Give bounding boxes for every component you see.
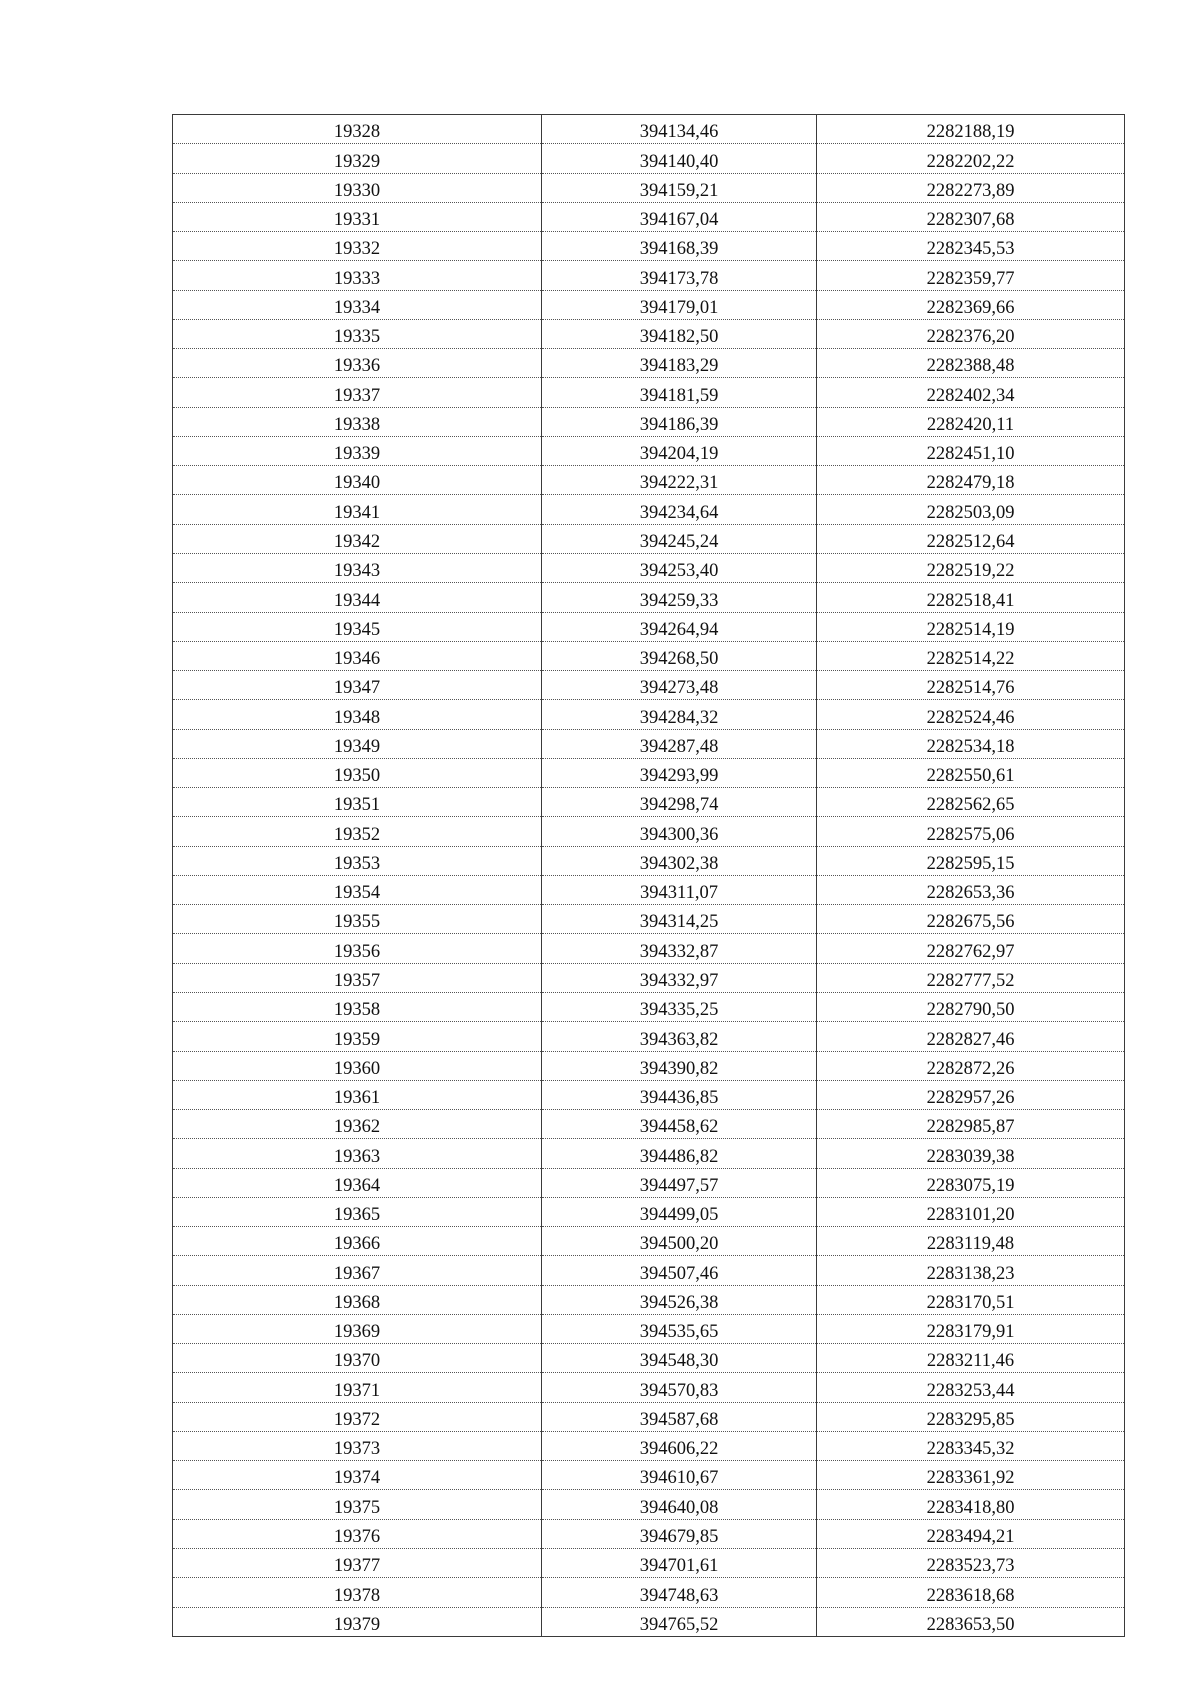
point-number-cell: 19339 [173, 436, 542, 465]
table-row [173, 1373, 1125, 1402]
y-coordinate-cell: 2282514,76 [817, 671, 1125, 700]
y-coordinate-cell: 2282595,15 [817, 846, 1125, 875]
point-number-cell: 19353 [173, 846, 542, 875]
point-number-cell: 19362 [173, 1110, 542, 1139]
table-row [173, 407, 1125, 436]
x-coordinate-cell: 394259,33 [542, 583, 817, 612]
y-coordinate-cell: 2282503,09 [817, 495, 1125, 524]
x-coordinate-cell: 394570,83 [542, 1373, 817, 1402]
point-number-cell: 19350 [173, 758, 542, 787]
table-row [173, 1431, 1125, 1460]
x-coordinate-cell: 394497,57 [542, 1168, 817, 1197]
table-row [173, 1607, 1125, 1636]
table-row [173, 1051, 1125, 1080]
point-number-cell: 19330 [173, 173, 542, 202]
y-coordinate-cell: 2282518,41 [817, 583, 1125, 612]
table-row [173, 524, 1125, 553]
y-coordinate-cell: 2282519,22 [817, 553, 1125, 582]
point-number-cell: 19379 [173, 1607, 542, 1636]
point-number-cell: 19365 [173, 1197, 542, 1226]
point-number-cell: 19360 [173, 1051, 542, 1080]
table-row [173, 1080, 1125, 1109]
point-number-cell: 19329 [173, 144, 542, 173]
table-row [173, 846, 1125, 875]
coordinates-table [172, 114, 1125, 1637]
table-row [173, 1197, 1125, 1226]
x-coordinate-cell: 394173,78 [542, 261, 817, 290]
y-coordinate-cell: 2283653,50 [817, 1607, 1125, 1636]
x-coordinate-cell: 394234,64 [542, 495, 817, 524]
table-row [173, 1285, 1125, 1314]
y-coordinate-cell: 2282359,77 [817, 261, 1125, 290]
y-coordinate-cell: 2282790,50 [817, 992, 1125, 1021]
table-row [173, 173, 1125, 202]
x-coordinate-cell: 394264,94 [542, 612, 817, 641]
table-row [173, 466, 1125, 495]
point-number-cell: 19367 [173, 1256, 542, 1285]
point-number-cell: 19378 [173, 1578, 542, 1607]
point-number-cell: 19352 [173, 817, 542, 846]
point-number-cell: 19328 [173, 115, 542, 144]
point-number-cell: 19334 [173, 290, 542, 319]
table-row [173, 1344, 1125, 1373]
y-coordinate-cell: 2282534,18 [817, 729, 1125, 758]
y-coordinate-cell: 2282653,36 [817, 875, 1125, 904]
y-coordinate-cell: 2283494,21 [817, 1519, 1125, 1548]
table-row [173, 1227, 1125, 1256]
y-coordinate-cell: 2283523,73 [817, 1549, 1125, 1578]
point-number-cell: 19369 [173, 1314, 542, 1343]
table-row [173, 758, 1125, 787]
x-coordinate-cell: 394287,48 [542, 729, 817, 758]
point-number-cell: 19349 [173, 729, 542, 758]
x-coordinate-cell: 394284,32 [542, 700, 817, 729]
y-coordinate-cell: 2282479,18 [817, 466, 1125, 495]
table-row [173, 963, 1125, 992]
table-row [173, 1022, 1125, 1051]
y-coordinate-cell: 2282273,89 [817, 173, 1125, 202]
x-coordinate-cell: 394548,30 [542, 1344, 817, 1373]
point-number-cell: 19347 [173, 671, 542, 700]
x-coordinate-cell: 394390,82 [542, 1051, 817, 1080]
y-coordinate-cell: 2283345,32 [817, 1431, 1125, 1460]
table-row [173, 1110, 1125, 1139]
table-row [173, 115, 1125, 144]
x-coordinate-cell: 394335,25 [542, 992, 817, 1021]
point-number-cell: 19371 [173, 1373, 542, 1402]
x-coordinate-cell: 394183,29 [542, 349, 817, 378]
x-coordinate-cell: 394436,85 [542, 1080, 817, 1109]
y-coordinate-cell: 2282514,22 [817, 641, 1125, 670]
point-number-cell: 19372 [173, 1402, 542, 1431]
table-row [173, 671, 1125, 700]
table-row [173, 1314, 1125, 1343]
x-coordinate-cell: 394535,65 [542, 1314, 817, 1343]
point-number-cell: 19348 [173, 700, 542, 729]
table-row [173, 553, 1125, 582]
y-coordinate-cell: 2282777,52 [817, 963, 1125, 992]
y-coordinate-cell: 2282562,65 [817, 788, 1125, 817]
x-coordinate-cell: 394500,20 [542, 1227, 817, 1256]
y-coordinate-cell: 2282550,61 [817, 758, 1125, 787]
table-row [173, 788, 1125, 817]
x-coordinate-cell: 394300,36 [542, 817, 817, 846]
x-coordinate-cell: 394159,21 [542, 173, 817, 202]
point-number-cell: 19376 [173, 1519, 542, 1548]
x-coordinate-cell: 394186,39 [542, 407, 817, 436]
y-coordinate-cell: 2283211,46 [817, 1344, 1125, 1373]
x-coordinate-cell: 394222,31 [542, 466, 817, 495]
y-coordinate-cell: 2282524,46 [817, 700, 1125, 729]
table-row [173, 992, 1125, 1021]
x-coordinate-cell: 394302,38 [542, 846, 817, 875]
y-coordinate-cell: 2282514,19 [817, 612, 1125, 641]
y-coordinate-cell: 2282451,10 [817, 436, 1125, 465]
point-number-cell: 19374 [173, 1461, 542, 1490]
table-row [173, 1256, 1125, 1285]
x-coordinate-cell: 394610,67 [542, 1461, 817, 1490]
table-row [173, 1549, 1125, 1578]
y-coordinate-cell: 2282388,48 [817, 349, 1125, 378]
x-coordinate-cell: 394363,82 [542, 1022, 817, 1051]
table-row [173, 436, 1125, 465]
x-coordinate-cell: 394314,25 [542, 905, 817, 934]
x-coordinate-cell: 394298,74 [542, 788, 817, 817]
x-coordinate-cell: 394204,19 [542, 436, 817, 465]
y-coordinate-cell: 2282985,87 [817, 1110, 1125, 1139]
y-coordinate-cell: 2283119,48 [817, 1227, 1125, 1256]
x-coordinate-cell: 394765,52 [542, 1607, 817, 1636]
x-coordinate-cell: 394253,40 [542, 553, 817, 582]
y-coordinate-cell: 2282376,20 [817, 319, 1125, 348]
y-coordinate-cell: 2282202,22 [817, 144, 1125, 173]
y-coordinate-cell: 2283618,68 [817, 1578, 1125, 1607]
x-coordinate-cell: 394179,01 [542, 290, 817, 319]
table-row [173, 729, 1125, 758]
y-coordinate-cell: 2282402,34 [817, 378, 1125, 407]
table-row [173, 144, 1125, 173]
point-number-cell: 19356 [173, 934, 542, 963]
point-number-cell: 19332 [173, 232, 542, 261]
x-coordinate-cell: 394679,85 [542, 1519, 817, 1548]
y-coordinate-cell: 2283361,92 [817, 1461, 1125, 1490]
x-coordinate-cell: 394332,87 [542, 934, 817, 963]
point-number-cell: 19342 [173, 524, 542, 553]
point-number-cell: 19366 [173, 1227, 542, 1256]
table-row [173, 1402, 1125, 1431]
point-number-cell: 19333 [173, 261, 542, 290]
x-coordinate-cell: 394167,04 [542, 202, 817, 231]
coordinates-table-body [173, 115, 1125, 1637]
y-coordinate-cell: 2283039,38 [817, 1139, 1125, 1168]
y-coordinate-cell: 2283295,85 [817, 1402, 1125, 1431]
table-row [173, 700, 1125, 729]
table-row [173, 232, 1125, 261]
y-coordinate-cell: 2283101,20 [817, 1197, 1125, 1226]
point-number-cell: 19341 [173, 495, 542, 524]
x-coordinate-cell: 394701,61 [542, 1549, 817, 1578]
x-coordinate-cell: 394640,08 [542, 1490, 817, 1519]
table-row [173, 1490, 1125, 1519]
x-coordinate-cell: 394526,38 [542, 1285, 817, 1314]
point-number-cell: 19368 [173, 1285, 542, 1314]
y-coordinate-cell: 2282957,26 [817, 1080, 1125, 1109]
point-number-cell: 19370 [173, 1344, 542, 1373]
x-coordinate-cell: 394245,24 [542, 524, 817, 553]
point-number-cell: 19331 [173, 202, 542, 231]
table-row [173, 875, 1125, 904]
y-coordinate-cell: 2282575,06 [817, 817, 1125, 846]
table-row [173, 583, 1125, 612]
x-coordinate-cell: 394748,63 [542, 1578, 817, 1607]
y-coordinate-cell: 2282307,68 [817, 202, 1125, 231]
y-coordinate-cell: 2283170,51 [817, 1285, 1125, 1314]
point-number-cell: 19355 [173, 905, 542, 934]
table-row [173, 612, 1125, 641]
y-coordinate-cell: 2282872,26 [817, 1051, 1125, 1080]
y-coordinate-cell: 2282675,56 [817, 905, 1125, 934]
table-row [173, 349, 1125, 378]
y-coordinate-cell: 2282345,53 [817, 232, 1125, 261]
x-coordinate-cell: 394273,48 [542, 671, 817, 700]
point-number-cell: 19363 [173, 1139, 542, 1168]
y-coordinate-cell: 2283253,44 [817, 1373, 1125, 1402]
x-coordinate-cell: 394268,50 [542, 641, 817, 670]
x-coordinate-cell: 394140,40 [542, 144, 817, 173]
x-coordinate-cell: 394499,05 [542, 1197, 817, 1226]
x-coordinate-cell: 394311,07 [542, 875, 817, 904]
x-coordinate-cell: 394507,46 [542, 1256, 817, 1285]
point-number-cell: 19375 [173, 1490, 542, 1519]
y-coordinate-cell: 2282188,19 [817, 115, 1125, 144]
point-number-cell: 19345 [173, 612, 542, 641]
x-coordinate-cell: 394458,62 [542, 1110, 817, 1139]
table-row [173, 1519, 1125, 1548]
y-coordinate-cell: 2283075,19 [817, 1168, 1125, 1197]
y-coordinate-cell: 2283138,23 [817, 1256, 1125, 1285]
point-number-cell: 19338 [173, 407, 542, 436]
point-number-cell: 19354 [173, 875, 542, 904]
point-number-cell: 19358 [173, 992, 542, 1021]
point-number-cell: 19336 [173, 349, 542, 378]
point-number-cell: 19357 [173, 963, 542, 992]
x-coordinate-cell: 394486,82 [542, 1139, 817, 1168]
y-coordinate-cell: 2283418,80 [817, 1490, 1125, 1519]
x-coordinate-cell: 394293,99 [542, 758, 817, 787]
x-coordinate-cell: 394606,22 [542, 1431, 817, 1460]
point-number-cell: 19340 [173, 466, 542, 495]
y-coordinate-cell: 2282762,97 [817, 934, 1125, 963]
y-coordinate-cell: 2282512,64 [817, 524, 1125, 553]
y-coordinate-cell: 2282369,66 [817, 290, 1125, 319]
table-row [173, 641, 1125, 670]
table-row [173, 1168, 1125, 1197]
x-coordinate-cell: 394181,59 [542, 378, 817, 407]
table-row [173, 1139, 1125, 1168]
table-row [173, 290, 1125, 319]
point-number-cell: 19346 [173, 641, 542, 670]
x-coordinate-cell: 394587,68 [542, 1402, 817, 1431]
y-coordinate-cell: 2283179,91 [817, 1314, 1125, 1343]
table-row [173, 378, 1125, 407]
point-number-cell: 19364 [173, 1168, 542, 1197]
point-number-cell: 19359 [173, 1022, 542, 1051]
table-row [173, 261, 1125, 290]
point-number-cell: 19373 [173, 1431, 542, 1460]
table-row [173, 817, 1125, 846]
table-row [173, 934, 1125, 963]
point-number-cell: 19344 [173, 583, 542, 612]
point-number-cell: 19351 [173, 788, 542, 817]
table-row [173, 495, 1125, 524]
y-coordinate-cell: 2282827,46 [817, 1022, 1125, 1051]
table-row [173, 905, 1125, 934]
y-coordinate-cell: 2282420,11 [817, 407, 1125, 436]
point-number-cell: 19361 [173, 1080, 542, 1109]
table-row [173, 319, 1125, 348]
point-number-cell: 19337 [173, 378, 542, 407]
x-coordinate-cell: 394168,39 [542, 232, 817, 261]
table-row [173, 1461, 1125, 1490]
point-number-cell: 19343 [173, 553, 542, 582]
point-number-cell: 19377 [173, 1549, 542, 1578]
x-coordinate-cell: 394332,97 [542, 963, 817, 992]
x-coordinate-cell: 394182,50 [542, 319, 817, 348]
x-coordinate-cell: 394134,46 [542, 115, 817, 144]
point-number-cell: 19335 [173, 319, 542, 348]
table-row [173, 1578, 1125, 1607]
table-row [173, 202, 1125, 231]
